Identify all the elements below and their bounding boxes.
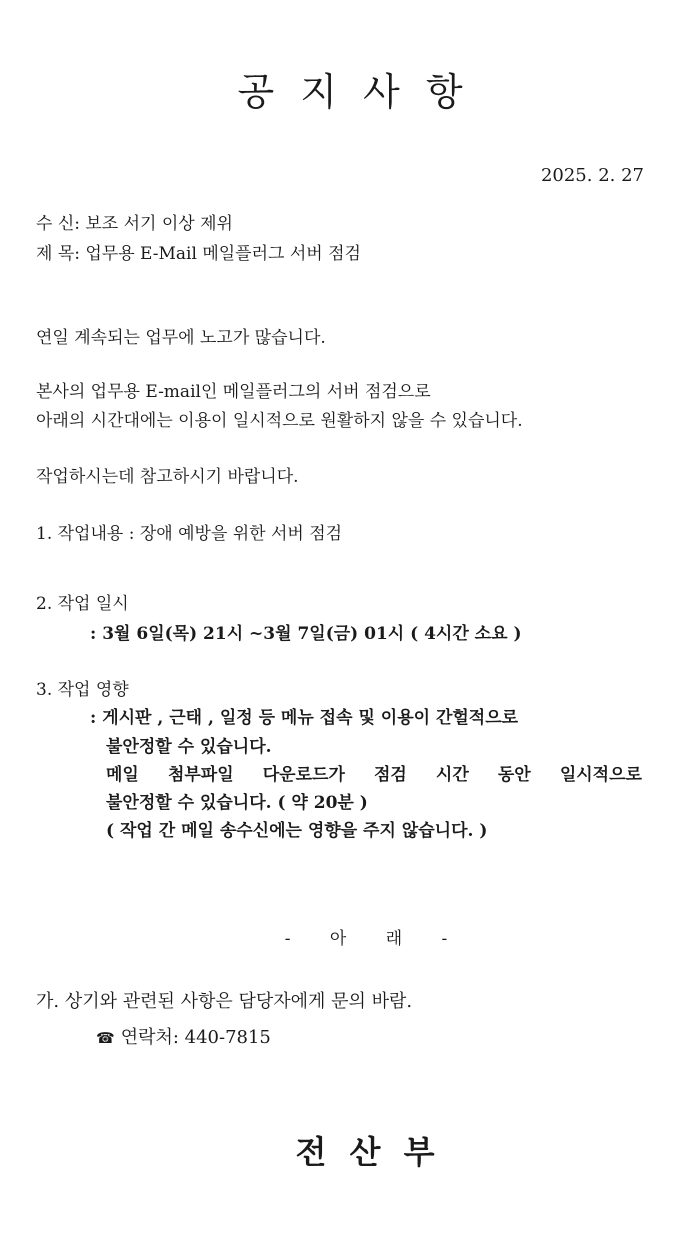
impact-word: 다운로드가 xyxy=(262,765,345,785)
impact-line: ( 작업 간 메일 송수신에는 영향을 주지 않습니다. ) xyxy=(106,821,488,841)
request-text: 작업하시는데 참고하시기 바랍니다. xyxy=(36,467,299,487)
note-heading: - 아 래 - xyxy=(284,929,448,949)
impact-line: : 게시판 , 근태 , 일정 등 메뉴 접속 및 이용이 간헐적으로 xyxy=(90,708,519,728)
greeting-text: 연일 계속되는 업무에 노고가 많습니다. xyxy=(36,328,326,348)
department-name: 전 산 부 xyxy=(295,1133,435,1171)
item-work-content: 1. 작업내용 : 장애 예방을 위한 서버 점검 xyxy=(36,524,343,544)
body-paragraph-line: 아래의 시간대에는 이용이 일시적으로 원활하지 않을 수 있습니다. xyxy=(36,411,523,431)
item-work-impact-heading: 3. 작업 영향 xyxy=(36,680,129,700)
impact-word: 시간 xyxy=(435,765,469,785)
impact-line: 불안정할 수 있습니다. xyxy=(106,737,272,757)
impact-word: 일시적으로 xyxy=(559,765,642,785)
impact-line: 불안정할 수 있습니다. ( 약 20분 ) xyxy=(106,793,368,813)
impact-word: 점검 xyxy=(373,765,407,785)
impact-word: 동안 xyxy=(497,765,531,785)
subject-line: 제 목: 업무용 E-Mail 메일플러그 서버 점검 xyxy=(36,244,361,264)
notice-title: 공 지 사 항 xyxy=(237,70,463,114)
recipient-line: 수 신: 보조 서기 이상 제위 xyxy=(36,214,233,234)
item-work-time-heading: 2. 작업 일시 xyxy=(36,594,129,614)
contact-text: 연락처: 440-7815 xyxy=(120,1027,271,1048)
impact-word: 메일 xyxy=(106,765,139,785)
telephone-icon: ☎ xyxy=(96,1029,115,1047)
impact-word: 첨부파일 xyxy=(167,765,234,785)
impact-line-justified xyxy=(106,765,642,785)
body-paragraph-line: 본사의 업무용 E-mail인 메일플러그의 서버 점검으로 xyxy=(36,382,431,402)
note-line: 가. 상기와 관련된 사항은 담당자에게 문의 바람. xyxy=(36,991,413,1012)
item-work-time-detail: : 3월 6일(목) 21시 ~3월 7일(금) 01시 ( 4시간 소요 ) xyxy=(90,624,522,644)
contact-line xyxy=(96,1028,271,1048)
notice-date: 2025. 2. 27 xyxy=(540,165,644,186)
